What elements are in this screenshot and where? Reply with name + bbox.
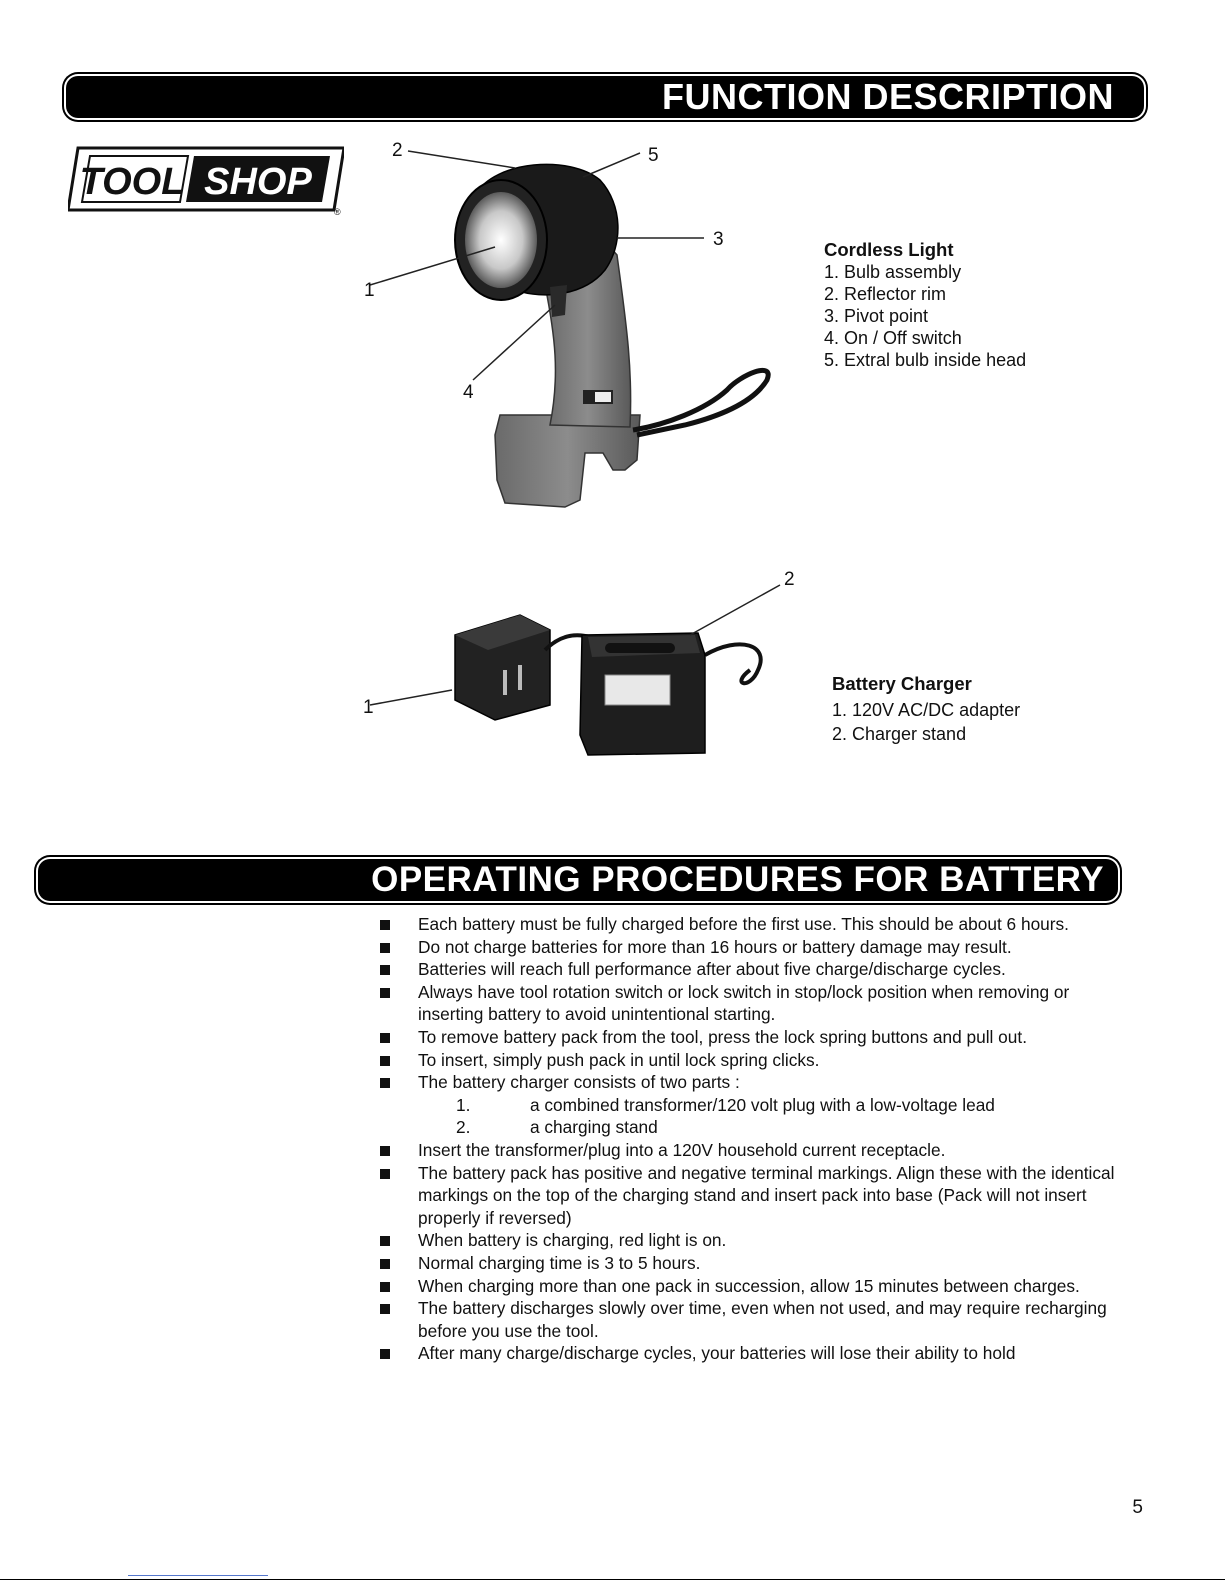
function-description-banner bbox=[66, 76, 1144, 118]
logo-text-tool: TOOL bbox=[79, 161, 185, 203]
callout-light-1: 1 bbox=[364, 280, 375, 301]
list-item: When battery is charging, red light is on. bbox=[380, 1229, 1115, 1252]
callout-light-5: 5 bbox=[648, 145, 659, 166]
battery-charger-title: Battery Charger bbox=[832, 673, 972, 694]
procedures-list bbox=[380, 913, 1115, 1365]
legend-item: 2. Charger stand bbox=[832, 724, 967, 744]
legend-item: 5. Extral bulb inside head bbox=[824, 350, 1027, 370]
bullet-icon bbox=[380, 965, 390, 975]
function-description-title: FUNCTION DESCRIPTION bbox=[661, 76, 1114, 117]
legend-item: 1. 120V AC/DC adapter bbox=[832, 700, 1021, 720]
cordless-light-title: Cordless Light bbox=[824, 239, 954, 260]
logo-registered-mark: ® bbox=[334, 207, 341, 216]
logo-text-shop: SHOP bbox=[204, 161, 312, 203]
list-item: Each battery must be fully charged before the first use. This should be about 6 hours. bbox=[380, 913, 1115, 936]
callout-light-2: 2 bbox=[392, 140, 403, 161]
bullet-icon bbox=[380, 1078, 390, 1088]
bullet-icon bbox=[380, 1236, 390, 1246]
list-item: Batteries will reach full performance after about five charge/discharge cycles. bbox=[380, 958, 1115, 981]
bullet-icon bbox=[380, 920, 390, 930]
list-item: The battery charger consists of two parts : bbox=[380, 1071, 1115, 1094]
list-item: The battery pack has positive and negative terminal markings. Align these with the identical markings on the top of the charging stand and insert pack into base (Pack will not insert properly if reversed) bbox=[380, 1162, 1115, 1230]
tool-shop-logo bbox=[68, 146, 344, 216]
legend-item: 4. On / Off switch bbox=[824, 328, 962, 348]
legend-item: 2. Reflector rim bbox=[824, 284, 947, 304]
list-item: Normal charging time is 3 to 5 hours. bbox=[380, 1252, 1115, 1275]
callout-charger-1: 1 bbox=[363, 697, 374, 718]
operating-procedures-title: OPERATING PROCEDURES FOR BATTERY bbox=[371, 860, 1104, 899]
bullet-icon bbox=[380, 1056, 390, 1066]
cordless-light-legend bbox=[824, 239, 1026, 371]
legend-item: 1. Bulb assembly bbox=[824, 262, 962, 282]
bullet-icon bbox=[380, 1033, 390, 1043]
legend-item: 3. Pivot point bbox=[824, 306, 929, 326]
charger-part-item: 1. a combined transformer/120 volt plug with a low-voltage lead bbox=[456, 1094, 995, 1115]
list-item: To remove battery pack from the tool, press the lock spring buttons and pull out. bbox=[380, 1026, 1115, 1049]
list-item: To insert, simply push pack in until lock spring clicks. bbox=[380, 1049, 1115, 1072]
battery-charger-legend bbox=[832, 672, 1020, 746]
list-item: When charging more than one pack in succession, allow 15 minutes between charges. bbox=[380, 1275, 1115, 1298]
callout-charger-2: 2 bbox=[784, 569, 795, 590]
bullet-icon bbox=[380, 1146, 390, 1156]
bullet-icon bbox=[380, 1259, 390, 1269]
callout-light-3: 3 bbox=[713, 229, 724, 250]
list-item: The battery discharges slowly over time, even when not used, and may require recharging before you use the tool. bbox=[380, 1297, 1115, 1342]
operating-procedures-banner bbox=[38, 859, 1118, 901]
page-bottom-rule bbox=[0, 1579, 1225, 1580]
page-number: 5 bbox=[1132, 1497, 1143, 1518]
callout-light-4: 4 bbox=[463, 382, 474, 403]
footer-link-line bbox=[128, 1575, 268, 1576]
list-item: Do not charge batteries for more than 16 hours or battery damage may result. bbox=[380, 936, 1115, 959]
battery-charger-figure bbox=[360, 575, 800, 765]
charger-part-item: 2. a charging stand bbox=[456, 1117, 658, 1138]
list-item: After many charge/discharge cycles, your batteries will lose their ability to hold bbox=[380, 1342, 1115, 1365]
bullet-icon bbox=[380, 1304, 390, 1314]
list-item: Always have tool rotation switch or lock switch in stop/lock position when removing or inserting battery to avoid unintentional starting. bbox=[380, 981, 1115, 1026]
bullet-icon bbox=[380, 1349, 390, 1359]
bullet-icon bbox=[380, 1169, 390, 1179]
bullet-icon bbox=[380, 988, 390, 998]
list-item: Insert the transformer/plug into a 120V household current receptacle. bbox=[380, 1139, 1115, 1162]
bullet-icon bbox=[380, 1282, 390, 1292]
bullet-icon bbox=[380, 943, 390, 953]
cordless-light-figure bbox=[355, 135, 805, 515]
